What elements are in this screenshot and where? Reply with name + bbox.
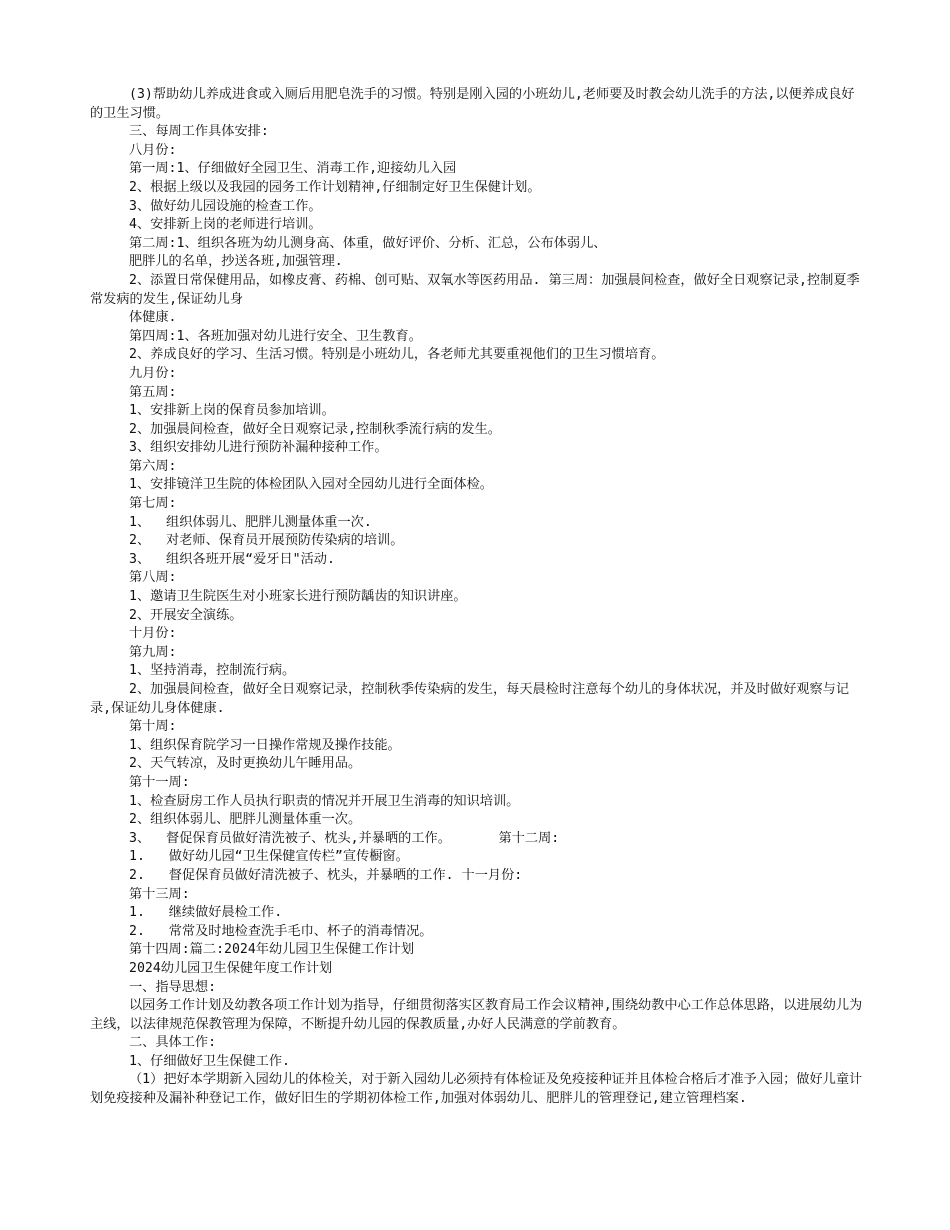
- paragraph: 3、做好幼儿园设施的检查工作。: [129, 198, 322, 214]
- paragraph: 肥胖儿的名单，抄送各班,加强管理.: [129, 254, 343, 270]
- paragraph: 4、安排新上岗的老师进行培训。: [129, 217, 322, 233]
- paragraph: 2. 督促保育员做好清洗被子、枕头，并暴晒的工作. 十一月份:: [129, 867, 523, 883]
- paragraph: 第九周:: [129, 644, 177, 660]
- paragraph: 3、组织安排幼儿进行预防补漏种接种工作。: [129, 440, 388, 456]
- paragraph: 二、具体工作:: [129, 1035, 217, 1051]
- paragraph: 2、开展安全演练。: [129, 607, 243, 623]
- paragraph: 2024幼儿园卫生保健年度工作计划: [129, 960, 333, 976]
- paragraph: 十月份:: [129, 626, 177, 642]
- paragraph: 三、每周工作具体安排:: [129, 124, 269, 140]
- paragraph: 第十四周:篇二:2024年幼儿园卫生保健工作计划: [129, 942, 415, 958]
- paragraph: 九月份:: [129, 365, 177, 381]
- paragraph: 第八周:: [129, 570, 177, 586]
- paragraph: 1、组织保育院学习一日操作常规及操作技能。: [129, 737, 401, 753]
- paragraph: 1、邀请卫生院医生对小班家长进行预防龋齿的知识讲座。: [129, 589, 467, 605]
- paragraph: 2、添置日常保健用品，如橡皮膏、药棉、创可贴、双氧水等医药用品. 第三周：加强晨间检查，做好全日观察记录,控制夏季常发病的发生,保证幼儿身: [90, 272, 860, 307]
- paragraph: 2、根据上级以及我园的园务工作计划精神,仔细制定好卫生保健计划。: [129, 179, 541, 195]
- paragraph: 1. 做好幼儿园“卫生保健宣传栏”宣传橱窗。: [129, 849, 409, 865]
- paragraph: 以园务工作计划及幼教各项工作计划为指导，仔细贯彻落实区教育局工作会议精神,围绕幼教中心工作总体思路，以进展幼儿为主线，以法律规范保教管理为保障，不断提升幼儿园的保教质量,办好人民满意的学前教育。: [90, 998, 863, 1032]
- paragraph: 1、安排镜洋卫生院的体检团队入园对全园幼儿进行全面体检。: [129, 477, 493, 493]
- paragraph: 第十周:: [129, 719, 177, 735]
- paragraph: 2、天气转凉，及时更换幼儿午睡用品。: [129, 756, 362, 772]
- paragraph: 第六周:: [129, 458, 177, 474]
- paragraph: 3、 组织各班开展“爱牙日"活动.: [129, 551, 335, 567]
- paragraph: 1、仔细做好卫生保健工作.: [129, 1053, 290, 1069]
- paragraph: 2、组织体弱儿、肥胖儿测量体重一次。: [129, 812, 362, 828]
- paragraph: 2、加强晨间检查，做好全日观察记录,控制秋季流行病的发生。: [129, 421, 501, 437]
- paragraph: 第十三周:: [129, 886, 190, 902]
- document-body: [90, 86, 866, 1109]
- paragraph: 第十一周:: [129, 774, 190, 790]
- paragraph: 1、检查厨房工作人员执行职责的情况并开展卫生消毒的知识培训。: [129, 793, 520, 809]
- paragraph: 1、 组织体弱儿、肥胖儿测量体重一次.: [129, 514, 372, 530]
- paragraph: 1、坚持消毒，控制流行病。: [129, 663, 296, 679]
- paragraph: 第二周:1、组织各班为幼儿测身高、体重，做好评价、分析、汇总，公布体弱儿、: [129, 235, 607, 251]
- paragraph: 1. 继续做好晨检工作.: [129, 905, 283, 921]
- paragraph: 第一周:1、仔细做好全园卫生、消毒工作,迎接幼儿入园: [129, 161, 457, 177]
- paragraph: （1）把好本学期新入园幼儿的体检关，对于新入园幼儿必须持有体检证及免疫接种证并且体检合格后才准予入园；做好儿童计划免疫接种及漏补种登记工作，做好旧生的学期初体检工作,加强对体弱幼儿、肥胖儿的管理登记,建立管理档案.: [90, 1072, 863, 1107]
- paragraph: 体健康.: [129, 310, 177, 326]
- paragraph: 3、 督促保育员做好清洗被子、枕头,并暴晒的工作。 第十二周:: [129, 830, 560, 846]
- paragraph: 2、 对老师、保育员开展预防传染病的培训。: [129, 533, 404, 549]
- paragraph: 第七周:: [129, 496, 177, 512]
- paragraph: 1、安排新上岗的保育员参加培训。: [129, 403, 335, 419]
- paragraph: 2、加强晨间检查，做好全日观察记录，控制秋季传染病的发生，每天晨检时注意每个幼儿的身体状况，并及时做好观察与记录,保证幼儿身体健康.: [90, 682, 850, 716]
- paragraph: 2、养成良好的学习、生活习惯。特别是小班幼儿，各老师尤其要重视他们的卫生习惯培育。: [129, 347, 665, 363]
- paragraph: 一、指导思想:: [129, 979, 217, 995]
- paragraph: (3)帮助幼儿养成进食或入厕后用肥皂洗手的习惯。特别是刚入园的小班幼儿,老师要及时教会幼儿洗手的方法,以便养成良好的卫生习惯。: [90, 87, 855, 121]
- paragraph: 第五周:: [129, 384, 177, 400]
- paragraph: 第四周:1、各班加强对幼儿进行安全、卫生教育。: [129, 328, 422, 344]
- paragraph: 2. 常常及时地检查洗手毛巾、杯子的消毒情况。: [129, 923, 433, 939]
- paragraph: 八月份:: [129, 142, 177, 158]
